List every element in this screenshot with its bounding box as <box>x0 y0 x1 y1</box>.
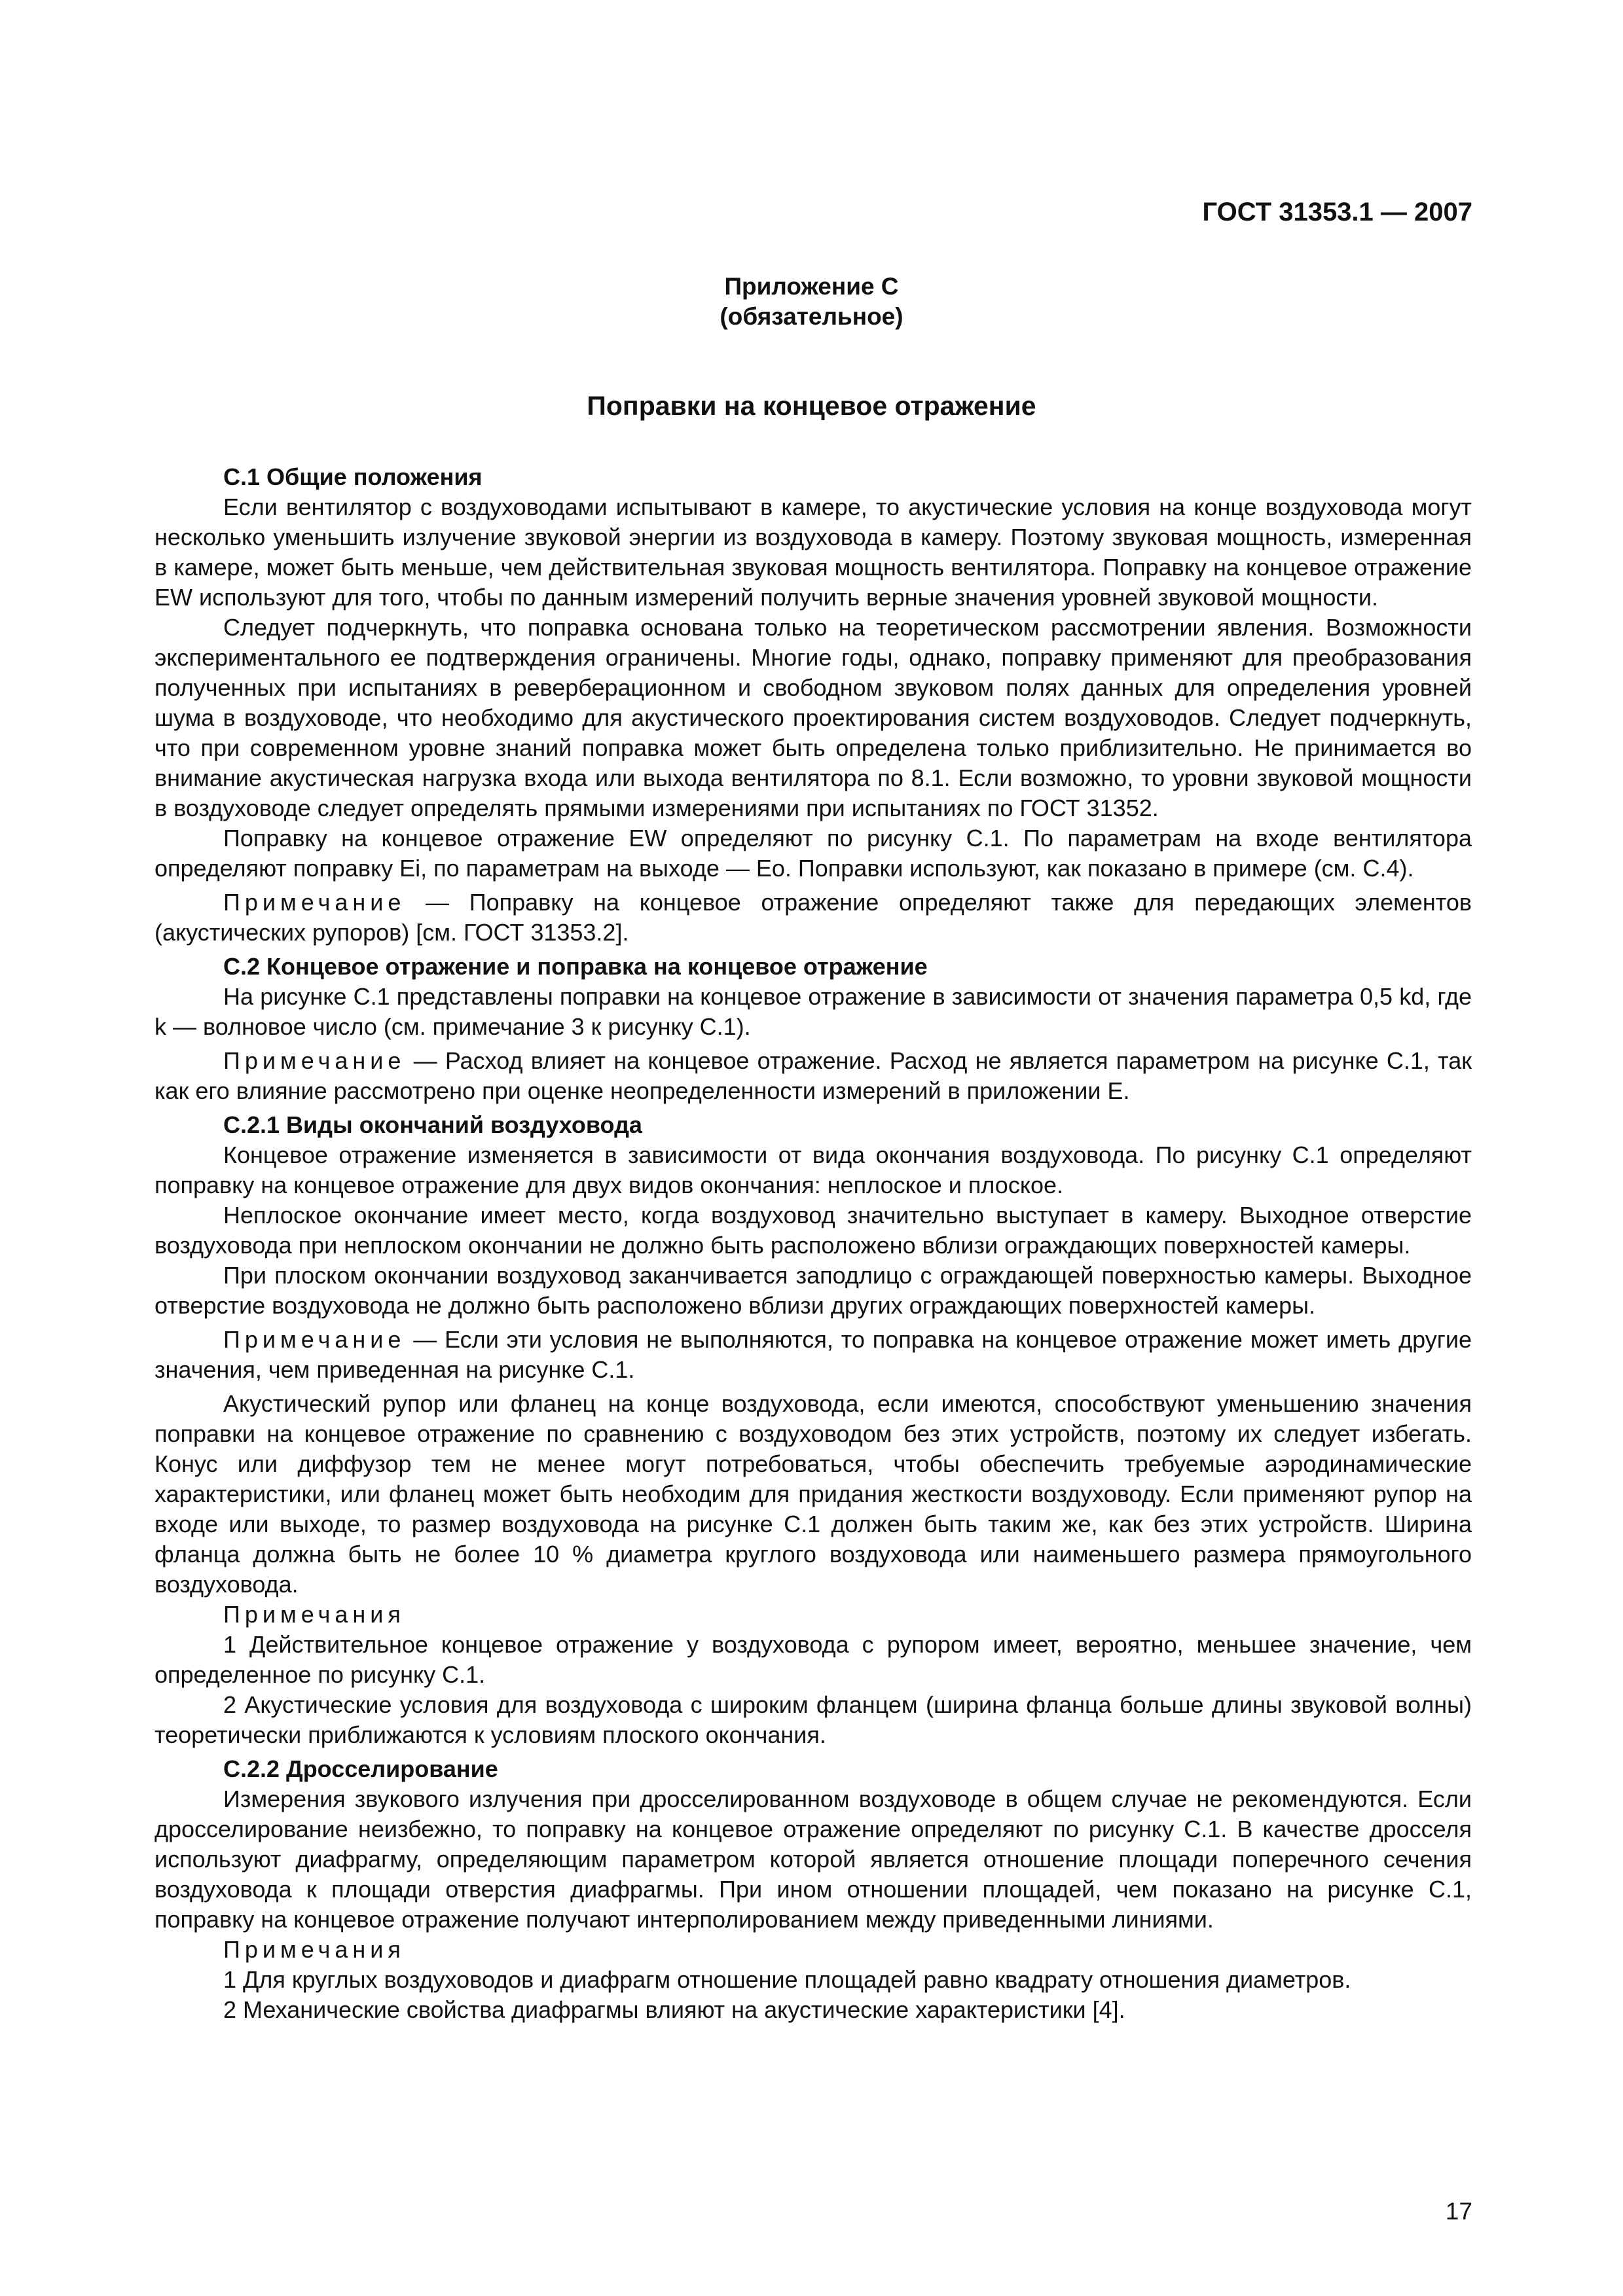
body-text <box>155 458 1472 2025</box>
paragraph: Если вентилятор с воздуховодами испытывают в камере, то акустические условия на конце воздуховода могут несколько уменьшить излучение звуковой энергии из воздуховода в камеру. Поэтому звуковая мощность, измеренная в камере, может быть меньше, чем действительная звуковая мощность вентилятора. Поправку на концевое отражение EW используют для того, чтобы по данным измерений получить верные значения уровней звуковой мощности. <box>155 493 1472 611</box>
note-text: — Если эти условия не выполняются, то поправка на концевое отражение может иметь другие значения, чем приведенная на рисунке С.1. <box>155 1326 1472 1383</box>
note-item: 2 Механические свойства диафрагмы влияют на акустические характеристики [4]. <box>223 1996 1125 2023</box>
note-text: — Расход влияет на концевое отражение. Расход не является параметром на рисунке С.1, так как его влияние рассмотрено при оценке неопределенности измерений в приложении Е. <box>155 1047 1472 1104</box>
annex-status: (обязательное) <box>720 303 903 330</box>
section-heading-c1: С.1 Общие положения <box>223 463 483 490</box>
notes-label: Примечания <box>223 1601 405 1628</box>
paragraph: На рисунке С.1 представлены поправки на концевое отражение в зависимости от значения параметра 0,5 kd, где k — волновое число (см. примечание 3 к рисунку С.1). <box>155 983 1472 1040</box>
document-code: ГОСТ 31353.1 — 2007 <box>1202 198 1472 226</box>
annex-heading <box>0 272 1623 332</box>
paragraph: Акустический рупор или фланец на конце воздуховода, если имеются, способствуют уменьшению значения поправки на концевое отражение по сравнению с воздуховодом без этих устройств, поэтому их следует избегать. Конус или диффузор тем не менее могут потребоваться, чтобы обеспечить требуемые аэродинамические характеристики, или фланец может быть необходим для придания жесткости воздуховоду. Если применяют рупор на входе или выходе, то размер воздуховода на рисунке С.1 должен быть таким же, как без этих устройств. Ширина фланца должна быть не более 10 % диаметра круглого воздуховода или наименьшего размера прямоугольного воздуховода. <box>155 1390 1472 1598</box>
note-item: 2 Акустические условия для воздуховода с широким фланцем (ширина фланца больше длины звуковой волны) теоретически приближаются к условиям плоского окончания. <box>155 1691 1472 1748</box>
paragraph: Неплоское окончание имеет место, когда воздуховод значительно выступает в камеру. Выходное отверстие воздуховода при неплоском окончании не должно быть расположено вблизи ограждающих поверхностей камеры. <box>155 1202 1472 1259</box>
paragraph: Концевое отражение изменяется в зависимости от вида окончания воздуховода. По рисунку С.1 определяют поправку на концевое отражение для двух видов окончания: неплоское и плоское. <box>155 1141 1472 1198</box>
page-number: 17 <box>1445 2198 1472 2225</box>
annex-title: Поправки на концевое отражение <box>587 391 1036 421</box>
note-label: Примечание <box>223 1326 406 1353</box>
paragraph: При плоском окончании воздуховод заканчивается заподлицо с ограждающей поверхностью камеры. Выходное отверстие воздуховода не должно быть расположено вблизи других ограждающих поверхностей камеры. <box>155 1262 1472 1319</box>
note-paragraph <box>155 888 1472 948</box>
annex-label: Приложение С <box>724 273 899 300</box>
section-heading-c21: С.2.1 Виды окончаний воздуховода <box>223 1111 642 1138</box>
note-paragraph <box>155 1325 1472 1385</box>
note-item: 1 Действительное концевое отражение у воздуховода с рупором имеет, вероятно, меньшее значение, чем определенное по рисунку С.1. <box>155 1631 1472 1688</box>
note-item: 1 Для круглых воздуховодов и диафрагм отношение площадей равно квадрату отношения диаметров. <box>223 1966 1351 1993</box>
note-paragraph <box>155 1046 1472 1106</box>
paragraph: Измерения звукового излучения при дросселированном воздуховоде в общем случае не рекомендуются. Если дросселирование неизбежно, то поправку на концевое отражение определяют по рисунку С.1. В качестве дросселя используют диафрагму, определяющим параметром которой является отношение площади поперечного сечения воздуховода к площади отверстия диафрагмы. При ином отношении площадей, чем показано на рисунке С.1, поправку на концевое отражение получают интерполированием между приведенными линиями. <box>155 1785 1472 1933</box>
paragraph: Поправку на концевое отражение EW определяют по рисунку С.1. По параметрам на входе вентилятора определяют поправку Ei, по параметрам на выходе — Eo. Поправки используют, как показано в примере (см. С.4). <box>155 825 1472 882</box>
notes-label: Примечания <box>223 1936 405 1963</box>
note-label: Примечание <box>223 1047 406 1074</box>
section-heading-c22: С.2.2 Дросселирование <box>223 1755 498 1782</box>
paragraph: Следует подчеркнуть, что поправка основана только на теоретическом рассмотрении явления. Возможности экспериментального ее подтверждения ограничены. Многие годы, однако, поправку применяют для преобразования полученных при испытаниях в реверберационном и свободном звуковом полях данных для определения уровней шума в воздуховоде, что необходимо для акустического проектирования систем воздуховодов. Следует подчеркнуть, что при современном уровне знаний поправка может быть определена только приблизительно. Не принимается во внимание акустическая нагрузка входа или выхода вентилятора по 8.1. Если возможно, то уровни звуковой мощности в воздуховоде следует определять прямыми измерениями при испытаниях по ГОСТ 31352. <box>155 614 1472 821</box>
note-label: Примечание <box>223 889 406 916</box>
note-text: — Поправку на концевое отражение определяют также для передающих элементов (акустических рупоров) [см. ГОСТ 31353.2]. <box>155 889 1472 946</box>
section-heading-c2: С.2 Концевое отражение и поправка на концевое отражение <box>223 953 928 980</box>
